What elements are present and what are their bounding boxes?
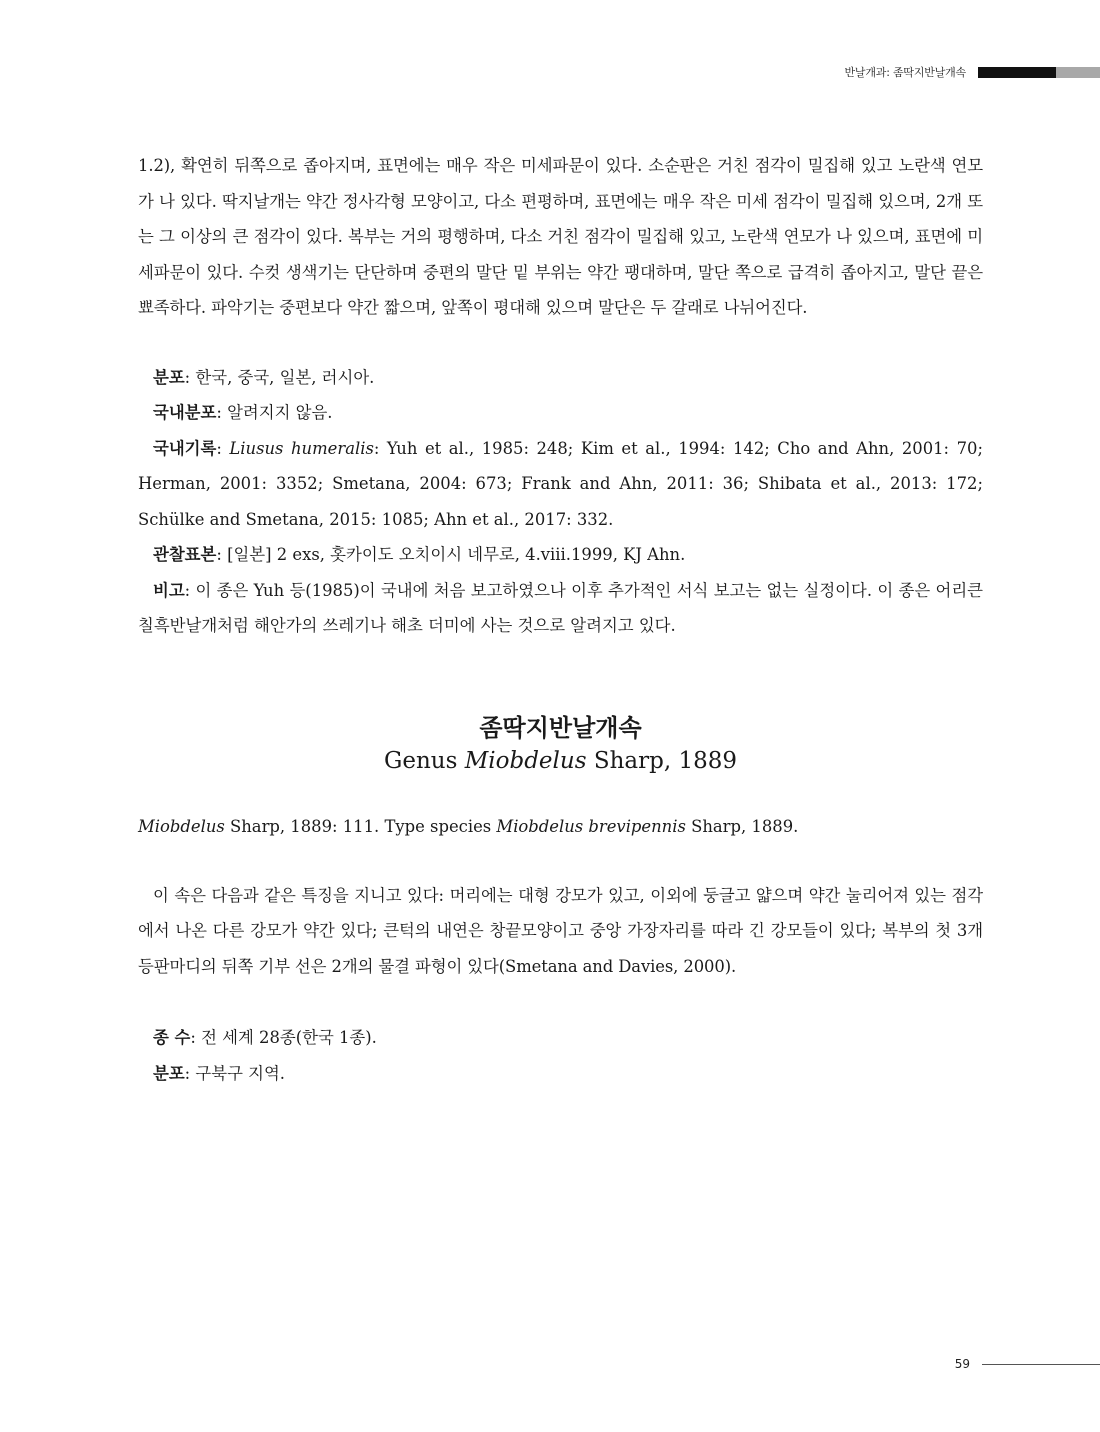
species-count-label: 종 수 — [153, 1028, 191, 1047]
citation-species: Miobdelus brevipennis — [496, 816, 686, 836]
page-number: 59 — [954, 1357, 970, 1371]
genus-title-latin — [138, 746, 983, 776]
domestic-record-label: 국내기록 — [153, 438, 217, 458]
header-bar-grey — [1056, 67, 1100, 78]
domestic-record-sep: : — [216, 438, 230, 458]
page-content — [138, 148, 983, 1091]
citation-mid: Sharp, 1889: 111. Type species — [224, 816, 497, 836]
genus-title-korean: 좀딱지반날개속 — [479, 712, 642, 742]
species-description: 1.2), 확연히 뒤쪽으로 좁아지며, 표면에는 매우 작은 미세파문이 있다. 소순판은 거친 점각이 밀집해 있고 노란색 연모가 나 있다. 딱지날개는 약간 정사각형 모양이고, 다소 편평하며, 표면에는 매우 작은 미세 점각이 밀집해 있으며, 2개 또는 그 이상의 큰 점각이 있다. 복부는 거의 평행하며, 다소 거친 점각이 밀집해 있고, 노란색 연모가 나 있으며, 표면에 미세파문이 있다. 수컷 생색기는 단단하며 중편의 말단 밑 부위는 약간 팽대하며, 말단 쪽으로 급격히 좁아지고, 말단 끝은 뾰족하다. 파악기는 중편보다 약간 짧으며, 앞쪽이 평대해 있으며 말단은 두 갈래로 나뉘어진다. — [138, 156, 983, 317]
specimens-entry — [138, 537, 983, 573]
genus-sub-prefix: Genus — [384, 747, 465, 774]
domestic-record-text: : Yuh et al., 1985: 248; Kim et al., 1994: 142; Cho and Ahn, 2001: 70; Herman, 2001: 3352; Smetana, 2004: 673; Frank and Ahn, 2011: 36; Shibata et al., 2013: 172; Schülke and Smetana, 2015: 1085; Ahn et al., 2017: 332. — [138, 438, 983, 529]
running-title: 반날개과: 좀딱지반날개속 — [844, 66, 966, 79]
running-header — [845, 64, 1100, 80]
distribution-label: 분포 — [153, 367, 185, 387]
genus-sub-name: Miobdelus — [464, 747, 587, 774]
genus-citation — [138, 812, 983, 842]
remarks-text: : 이 종은 Yuh 등(1985)이 국내에 처음 보고하였으나 이후 추가적인 서식 보고는 없는 실정이다. 이 종은 어리큰칠흑반날개처럼 해안가의 쓰레기나 해초 더미에 사는 것으로 알려지고 있다. — [138, 580, 983, 635]
page-footer — [955, 1357, 1100, 1371]
citation-genus: Miobdelus — [138, 816, 225, 836]
specimens-label: 관찰표본 — [153, 545, 217, 564]
genus-description: 이 속은 다음과 같은 특징을 지니고 있다: 머리에는 대형 강모가 있고, 이외에 둥글고 얇으며 약간 눌리어져 있는 점각에서 나온 다른 강모가 약간 있다; 큰턱의 내연은 창끝모양이고 중앙 가장자리를 따라 긴 강모들이 있다; 복부의 첫 3개 등판마디의 뒤쪽 기부 선은 2개의 물결 파형이 있다(Smetana and Davies, 2000). — [138, 885, 983, 976]
distribution-entry — [138, 360, 983, 396]
domestic-record-species: Liusus humeralis — [229, 438, 374, 458]
distribution-text: : 한국, 중국, 일본, 러시아. — [184, 367, 375, 387]
genus-distribution-text: : 구북구 지역. — [184, 1063, 285, 1083]
genus-sub-suffix: Sharp, 1889 — [586, 747, 737, 774]
genus-distribution-entry — [138, 1056, 983, 1092]
domestic-distribution-entry — [138, 395, 983, 431]
specimens-text: : [일본] 2 exs, 홋카이도 오치이시 네무로, 4.viii.1999, KJ Ahn. — [216, 545, 686, 564]
citation-end: Sharp, 1889. — [685, 816, 799, 836]
domestic-distribution-label: 국내분포 — [153, 403, 217, 422]
genus-distribution-label: 분포 — [153, 1063, 185, 1083]
footer-rule — [982, 1364, 1100, 1365]
species-count-entry — [138, 1020, 983, 1056]
species-count-text: : 전 세계 28종(한국 1종). — [190, 1028, 377, 1047]
remarks-label: 비고 — [153, 580, 185, 600]
domestic-record-entry — [138, 431, 983, 538]
header-bar-dark — [978, 67, 1056, 78]
domestic-distribution-text: : 알려지지 않음. — [216, 403, 333, 422]
remarks-entry — [138, 573, 983, 644]
